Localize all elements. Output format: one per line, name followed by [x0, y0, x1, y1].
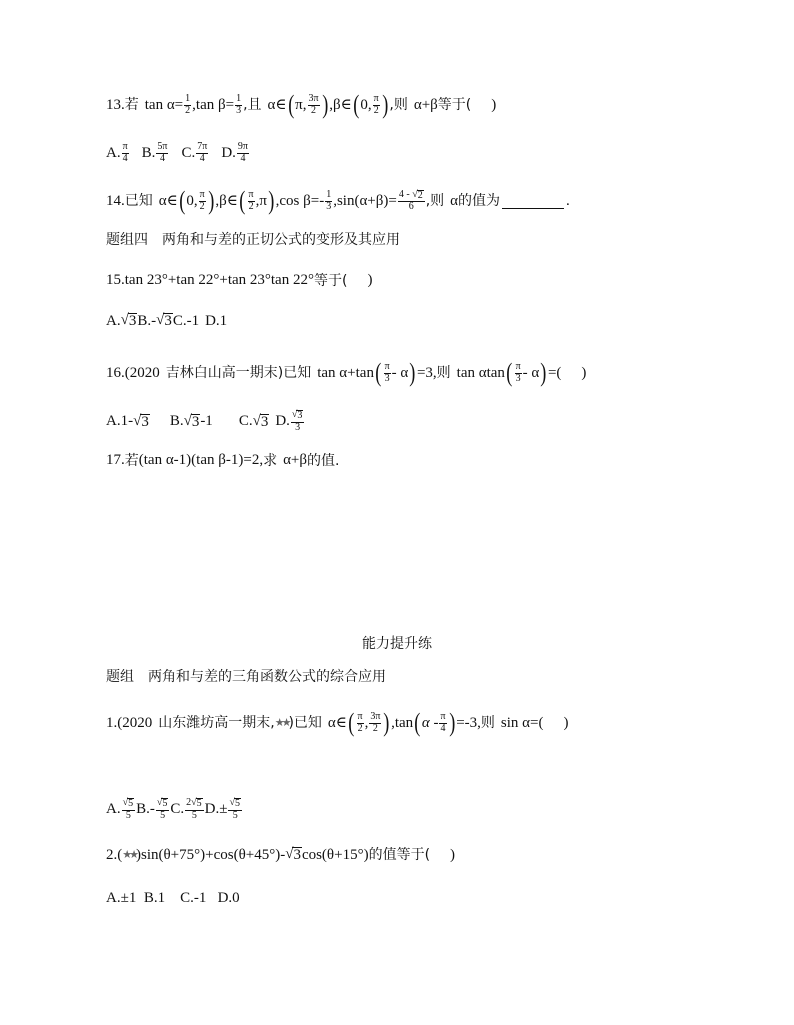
q13-frac-2: $\frac{1}{3}$ — [236, 93, 242, 116]
option-d: D.± — [204, 801, 228, 817]
q16-text: 则 — [436, 365, 451, 381]
option-b-frac: √ 5 5 — [156, 797, 168, 821]
option-c-frac: 2 √ 5 5 — [186, 797, 202, 821]
p1-text: α - — [421, 714, 439, 731]
option-c: C. — [170, 801, 185, 817]
q13-text: ,β∈ — [329, 96, 352, 113]
option-c: C. — [238, 413, 253, 429]
p1-source: 山东潍坊高一期末, — [158, 715, 275, 731]
option-b: B. — [169, 413, 184, 429]
option-b-tail: -1 — [200, 413, 213, 429]
p2-number: 2.( — [106, 846, 123, 863]
option-d: D. — [275, 413, 290, 429]
q15-text: 15.tan 23°+tan 22°+tan 23°tan 22° — [106, 272, 314, 288]
option-c-frac: $\frac{7\pi}{4}$ — [197, 141, 208, 164]
option-b-sqrt: √ 3 — [156, 312, 172, 329]
group-4-heading: 题组四 两角和与差的正切公式的变形及其应用 — [106, 232, 400, 248]
q16-text: ) — [581, 364, 587, 381]
q14-text: 0, — [186, 192, 198, 209]
q14-text: α∈ — [158, 192, 178, 209]
q13-text: ,则 — [389, 97, 408, 113]
p2-text: 的值等于( — [368, 847, 431, 863]
p2-options: A.±1 B.1 C.-1 D.0 — [106, 890, 240, 906]
question-17 — [106, 453, 339, 468]
option-b: B.- — [137, 312, 157, 329]
q17-ruo: 若 — [124, 452, 139, 469]
difficulty-stars-icon: ★★ — [122, 848, 136, 861]
q16-text: )已知 — [277, 365, 312, 381]
option-a: A.1- — [106, 413, 134, 429]
option-b: B.- — [136, 801, 155, 817]
option-a-sqrt: √ 3 — [133, 412, 149, 430]
q13-text: α∈ — [267, 96, 287, 113]
p1-frac-1: $\frac{\pi}{2}$ — [357, 711, 363, 734]
p2-text: ) — [450, 846, 456, 863]
q14-frac-4: 4 - √ 2 6 — [398, 188, 423, 212]
q13-text: 0, — [360, 96, 372, 113]
group-heading: 题组 两角和与差的三角函数公式的综合应用 — [106, 669, 386, 685]
q14-text: 的值为 — [458, 193, 501, 209]
p2-sqrt: √ 3 — [285, 846, 301, 863]
option-d: D. — [221, 144, 236, 161]
q14-text: ,sin(α+β)= — [333, 192, 397, 209]
question-14: 14. 已知 α∈ ( 0, $\frac{\pi}{2}$ ) ,β∈ ( $\frac{\pi}{2}$ ,π ) ,cos β=- $\frac{1}{3}$ ,sin(α+β)= 4 - √ 2 6 ,则 α 的值为 . — [106, 186, 570, 215]
p1-text: sin α=( — [500, 714, 544, 731]
question-16: 16.(2020 吉林白山高一期末 )已知 tan α+tan ( $\frac{\pi}{3}$ - α ) =3, 则 tan αtan ( $\frac{\pi}{3}$ - α ) =( ) — [106, 358, 587, 387]
option-c: C.-1 — [172, 312, 200, 329]
q14-frac-1: $\frac{\pi}{2}$ — [199, 189, 205, 212]
p2-text: cos(θ+15°) — [301, 846, 369, 863]
option-d-frac: √ 3 3 — [291, 409, 303, 433]
p1-text: α∈ — [327, 714, 347, 731]
q16-text: =( — [547, 364, 562, 381]
answer-blank — [502, 194, 564, 209]
q14-text: . — [566, 192, 570, 209]
section-title: 能力提升练 — [362, 636, 432, 652]
q14-number: 14. — [106, 192, 125, 209]
q15-options — [106, 313, 227, 329]
p1-text: )已知 — [288, 715, 322, 731]
option-c: C. — [181, 144, 196, 161]
q14-frac-3: $\frac{1}{3}$ — [326, 189, 332, 212]
p1-options — [106, 798, 243, 821]
q14-text: ,cos β=- — [275, 192, 325, 209]
option-d-frac: $\frac{9\pi}{4}$ — [237, 141, 248, 164]
option-d-frac: √ 5 5 — [229, 797, 240, 821]
q14-frac-2: $\frac{\pi}{2}$ — [248, 189, 254, 212]
problem-1: 1.(2020 山东潍坊高一期末, ★★ )已知 α∈ ( $\frac{\pi}{2}$ , $\frac{3\pi}{2}$ ) ,tan ( α - $\frac{\pi}{4}$ ) =-3, 则 sin α=( ) — [106, 708, 569, 737]
q16-options — [106, 410, 305, 433]
option-a-frac: √ 5 5 — [122, 797, 134, 821]
p1-number: 1.(2020 — [106, 714, 153, 731]
q14-text: ,则 — [425, 193, 445, 209]
q16-text: tan αtan — [456, 364, 505, 381]
q16-text: tan α+tan — [317, 364, 374, 381]
q16-frac-1: $\frac{\pi}{3}$ — [384, 361, 390, 384]
option-a: A. — [106, 801, 121, 817]
p1-text: 则 — [480, 715, 495, 731]
p1-frac-2: $\frac{3\pi}{2}$ — [370, 711, 381, 734]
option-a-frac: $\frac{\pi}{4}$ — [122, 141, 128, 164]
q16-text: - α — [391, 364, 409, 381]
p2-text: )sin(θ+75°)+cos(θ+45°)- — [135, 846, 286, 863]
question-13: 13. 若 tan α= $\frac{1}{2}$ ,tan β= $\frac{1}{3}$ ,且 α∈ ( π, $\frac{3\pi}{2}$ ) ,β∈ ( 0, $\frac{\pi}{2}$ ) ,则 α+β 等于( ) — [106, 90, 497, 119]
q13-text: 等于( — [437, 97, 472, 113]
q15-tail: 等于( — [313, 272, 348, 289]
option-b-sqrt: √ 3 — [183, 412, 200, 430]
q14-yizhi: 已知 — [124, 193, 153, 209]
question-15 — [106, 273, 372, 288]
q13-frac-1: $\frac{1}{2}$ — [185, 93, 191, 116]
q13-ruo: 若 — [124, 97, 139, 113]
option-b: B. — [141, 144, 156, 161]
q13-options — [106, 142, 250, 164]
q13-text: ) — [491, 96, 497, 113]
q13-text: tan α= — [144, 96, 184, 113]
q13-frac-4: $\frac{\pi}{2}$ — [373, 93, 379, 116]
option-a: A. — [106, 312, 121, 329]
q17-text: α+β — [283, 452, 308, 468]
q16-text: =3, — [416, 364, 437, 381]
p1-frac-3: $\frac{\pi}{4}$ — [440, 711, 446, 734]
problem-2 — [106, 847, 455, 863]
p1-text: ) — [563, 714, 569, 731]
option-c-sqrt: √ 3 — [252, 412, 269, 430]
q15-close: ) — [367, 272, 373, 288]
q16-number: 16.(2020 — [106, 364, 160, 381]
q14-text: α — [450, 192, 459, 209]
option-a-sqrt: √ 3 — [120, 312, 137, 329]
q13-text: ,tan β= — [192, 96, 235, 113]
q16-frac-2: $\frac{\pi}{3}$ — [515, 361, 521, 384]
q17-text: (tan α-1)(tan β-1)=2, — [138, 452, 264, 468]
option-b-frac: $\frac{5\pi}{4}$ — [157, 141, 168, 164]
q14-text: ,π — [255, 192, 267, 209]
q13-frac-3: $\frac{3\pi}{2}$ — [308, 93, 319, 116]
q13-text: π, — [295, 96, 307, 113]
q13-text: ,且 — [243, 97, 262, 113]
q13-number: 13. — [106, 96, 125, 113]
q17-number: 17. — [106, 452, 125, 468]
p1-text: ,tan — [391, 714, 414, 731]
difficulty-stars-icon: ★★ — [274, 716, 289, 729]
q13-text: α+β — [413, 96, 438, 113]
q17-qiu: 求 — [263, 452, 278, 469]
p1-text: =-3, — [456, 714, 481, 731]
option-d: D.1 — [205, 312, 228, 329]
q17-text: 的值. — [307, 452, 340, 469]
q14-text: ,β∈ — [215, 192, 238, 209]
q16-text: - α — [522, 364, 540, 381]
q16-source: 吉林白山高一期末 — [165, 365, 278, 381]
option-a: A. — [106, 144, 121, 161]
